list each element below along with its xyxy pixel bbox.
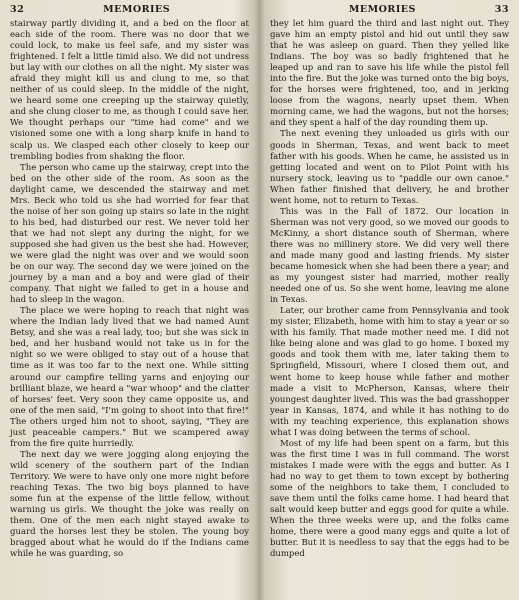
right-page bbox=[262, 0, 519, 600]
running-head: MEMORIES bbox=[348, 4, 416, 15]
right-page-body bbox=[270, 19, 509, 560]
paragraph: stairway partly dividing it, and a bed on the floor at each side of the room. There was no door that we could lock, to make us feel safe, and my sister was frightened. I felt a little timid also. We did not undress but lay with our clothes on all the night. My sister was afraid they might kill us and clung to me, so that neither of us could sleep. In the middle of the night, we heard some one creeping up the stairway quietly, and she clung closer to me, as though I could save her. We thought perhaps our "time had come" and we visioned some one with a long sharp knife in hand to scalp us. We clasped each other closely to keep our trembling bodies from shaking the floor. bbox=[10, 19, 249, 162]
paragraph: The next evening they unloaded us girls with our goods in Sherman, Texas, and went back to meet father with his goods. When he came, he assisted us in getting located and went on to Pilot Point with his nursery stock, leaving us to "paddle our own canoe." When father finished that delivery, he and brother went home, not to return to Texas. bbox=[270, 129, 509, 206]
paragraph: This was in the Fall of 1872. Our location in Sherman was not very good, so we moved our goods to McKinny, a short distance south of Sherman, where there was no millinery store. We did very well there and made many good and lasting friends. My sister became homesick when she had been there a year; and as my youngest sister had married, mother really needed one of us. So she went home, leaving me alone in Texas. bbox=[270, 206, 509, 306]
paragraph: The place we were hoping to reach that night was where the Indian lady lived that we had named Aunt Betsy, and she was a real lady, too; but she was sick in bed, and her husband would not take us in for the night so we were obliged to stay out of a house that time as it was too far to the next one. While sitting around our campfire telling yarns and enjoying our brilliant blaze, we heard a "war whoop" and the clatter of horses' feet. Very soon they came opposite us, and one of the men said, "I'm going to shoot into that fire!" The others urged him not to shoot, saying, "They are just peaceable campers." But we scampered away from the fire quite hurriedly. bbox=[10, 306, 249, 449]
page-number: 33 bbox=[494, 4, 509, 15]
page-number: 32 bbox=[10, 4, 25, 15]
paragraph: they let him guard the third and last night out. They gave him an empty pistol and hid out until they saw that he was asleep on guard. Then they yelled like Indians. The boy was so badly frightened that he leaped up and ran to save his life while the pistol fell into the fire. But the joke was turned onto the big boys, for the horses were frightened, too, and in jerking loose from the wagons, nearly upset them. When morning came, we had the wagons, but not the horses; and they spent a half of the day rounding them up. bbox=[270, 19, 509, 129]
paragraph: Most of my life had been spent on a farm, but this was the first time I was in full command. The worst mistakes I made were with the eggs and butter. As I had no way to get them to town except by bothering some of the neighbors to take them, I concluded to save them until the folks came home. I had heard that salt would keep butter and eggs good for quite a while. When the three weeks were up, and the folks came home, there were a good many eggs and quite a lot of butter. But it is needless to say that the eggs had to be dumped bbox=[270, 438, 509, 560]
left-page bbox=[0, 0, 255, 600]
right-page-header bbox=[270, 4, 509, 15]
running-head: MEMORIES bbox=[103, 4, 171, 15]
paragraph: Later, our brother came from Pennsylvania and took my sister, Elizabeth, home with him to stay a year or so with his family. That made mother need me. I did not like being alone and was glad to go home. I boxed my goods and took them with me, later taking them to Springfield, Missouri, where I closed them out, and went home to keep house while father and mother made a visit to McPherson, Kansas, where their youngest daughter lived. This was the bad grasshopper year in Kansas, 1874, and while it has nothing to do with my teaching experience, this explanation shows what I was doing between the terms of school. bbox=[270, 306, 509, 438]
paragraph: The next day we were jogging along enjoying the wild scenery of the southern part of the Indian Territory. We were to have only one more night before reaching Texas. The two big boys planned to have some fun at the expense of the little fellow, without warning us girls. We thought the joke was really on them. One of the men each night stayed awake to guard the horses lest they be stolen. The young boy bragged about what he would do if the Indians came while he was guarding, so bbox=[10, 449, 249, 560]
left-page-body bbox=[10, 19, 249, 560]
paragraph: The person who came up the stairway, crept into the bed on the other side of the room. As soon as the daylight came, we descended the stairway and met Mrs. Beck who told us she had worried for fear that the noise of her son going up stairs so late in the night to his bed, had disturbed our rest. We never told her that we had not slept any during the night, for we supposed she had given us the best she had. However, we were glad the night was over and we would soon be on our way. The second day we were joined on the journey by a man and a boy and were glad of their company. That night we failed to get in a house and had to sleep in the wagon. bbox=[10, 162, 249, 306]
left-page-header bbox=[10, 4, 249, 15]
